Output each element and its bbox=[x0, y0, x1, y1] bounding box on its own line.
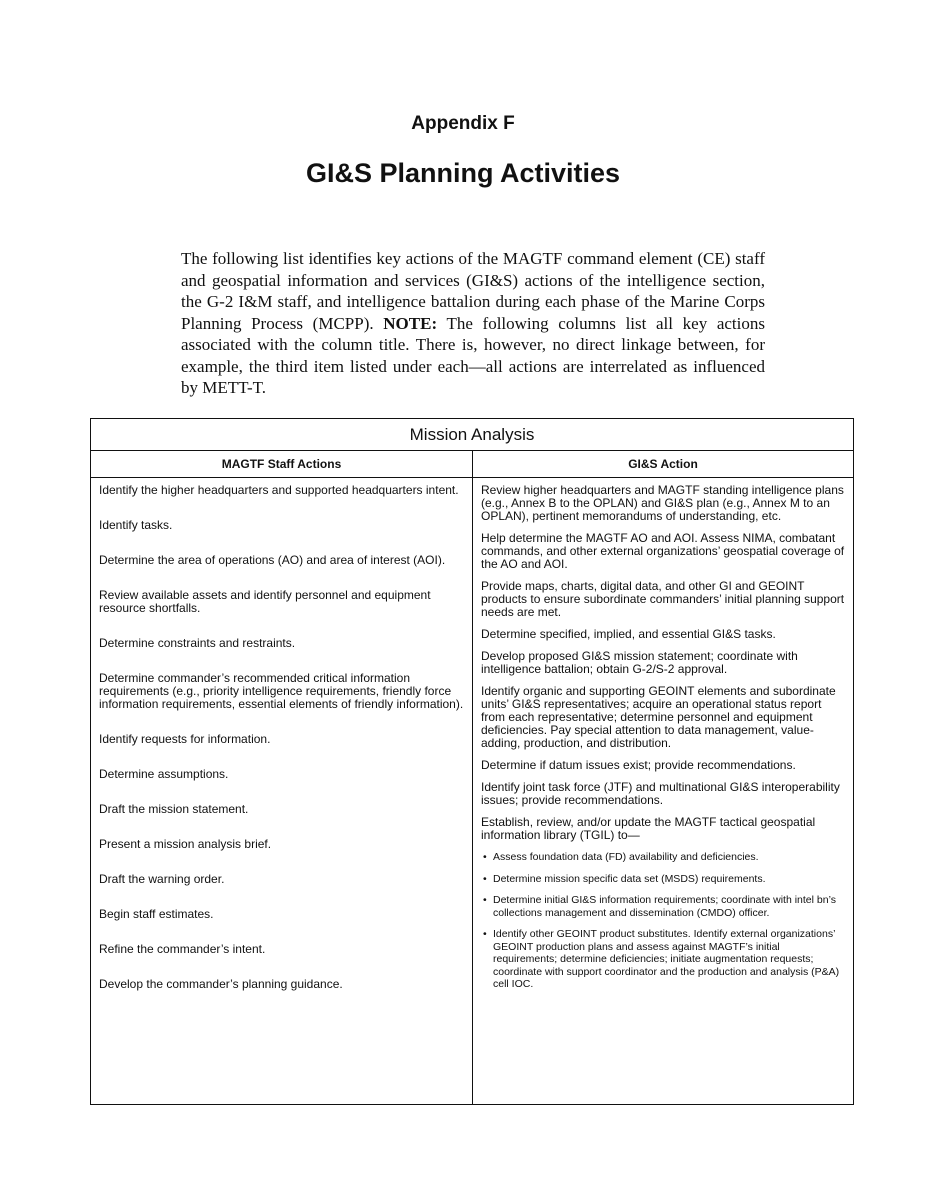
gis-bullet-item bbox=[481, 873, 845, 886]
page-title: GI&S Planning Activities bbox=[305, 158, 621, 188]
gis-bullet-text: Determine mission specific data set (MSDS) requirements. bbox=[493, 872, 766, 885]
staff-action-item: Develop the commander’s planning guidance. bbox=[99, 977, 343, 991]
intro-text-1: The following list identifies key actions of the MAGTF command element (CE) staff and geospatial information and services (GI&S) actions of the intelligence section, the G-2 I&M staff, and intelligence battalion during each phase of the Marine Corps Planning Process (MCPP). bbox=[181, 249, 765, 333]
gis-action-item: Identify joint task force (JTF) and multinational GI&S interoperability issues; provide recommendations. bbox=[481, 780, 840, 807]
gis-action-item: Help determine the MAGTF AO and AOI. Assess NIMA, combatant commands, and other external organizations’ geospatial coverage of the AO and AOI. bbox=[481, 531, 845, 571]
gis-action-item: Determine if datum issues exist; provide recommendations. bbox=[481, 758, 796, 772]
staff-action-item: Identify the higher headquarters and supported headquarters intent. bbox=[99, 483, 459, 497]
gis-action-item: Develop proposed GI&S mission statement; coordinate with intelligence battalion; obtain G-2/S-2 approval. bbox=[481, 649, 798, 676]
gis-action-item: Review higher headquarters and MAGTF standing intelligence plans (e.g., Annex B to the OPLAN) and GI&S plan (e.g., Annex M to an OPLAN), pertinent memorandums of understanding, etc. bbox=[481, 483, 844, 523]
bullet-icon: • bbox=[483, 894, 487, 906]
gis-action-item: Provide maps, charts, digital data, and other GI and GEOINT products to ensure subordinate commanders’ initial planning support needs are met. bbox=[481, 579, 845, 619]
intro-paragraph bbox=[181, 248, 765, 399]
staff-actions-column bbox=[91, 478, 473, 1105]
appendix-label: Appendix F bbox=[411, 113, 515, 134]
mission-analysis-table bbox=[90, 418, 854, 1105]
bullet-icon: • bbox=[483, 872, 487, 885]
staff-action-item: Review available assets and identify personnel and equipment resource shortfalls. bbox=[99, 588, 431, 615]
gis-actions-column bbox=[473, 478, 854, 1105]
gis-bullet-text: Assess foundation data (FD) availability and deficiencies. bbox=[493, 851, 759, 863]
gis-bullet-item bbox=[481, 894, 845, 919]
staff-action-item: Identify tasks. bbox=[99, 518, 173, 532]
staff-action-item: Determine the area of operations (AO) and area of interest (AOI). bbox=[99, 553, 446, 567]
column-header-staff: MAGTF Staff Actions bbox=[91, 451, 473, 478]
staff-action-item: Determine assumptions. bbox=[99, 767, 229, 781]
staff-action-item: Identify requests for information. bbox=[99, 732, 271, 746]
gis-action-item: Identify organic and supporting GEOINT elements and subordinate units’ GI&S representatives; acquire an operational status report from each representative; determine personnel and equipment deficiencies. Pay special attention to data management, value-adding, production, and distribution. bbox=[481, 684, 836, 750]
staff-action-item: Determine constraints and restraints. bbox=[99, 636, 296, 650]
section-title: Mission Analysis bbox=[91, 419, 854, 451]
gis-action-item: Establish, review, and/or update the MAGTF tactical geospatial information library (TGIL) to— bbox=[481, 815, 816, 842]
intro-text-2: The following columns list all key actions associated with the column title. There is, however, no direct linkage between, for example, the third item listed under each—all actions are interrelated as influenced by METT-T. bbox=[181, 313, 765, 397]
gis-action-item: Determine specified, implied, and essential GI&S tasks. bbox=[481, 627, 776, 641]
gis-bullet-item bbox=[481, 851, 845, 864]
staff-action-item: Refine the commander’s intent. bbox=[99, 942, 266, 956]
column-header-gis: GI&S Action bbox=[473, 451, 854, 478]
bullet-icon: • bbox=[483, 928, 487, 940]
staff-action-item: Present a mission analysis brief. bbox=[99, 837, 272, 851]
staff-action-item: Determine commander’s recommended critical information requirements (e.g., priority intelligence requirements, friendly force information requirements, essential elements of friendly information). bbox=[99, 671, 464, 711]
gis-bullet-text: Identify other GEOINT product substitutes. Identify external organizations’ GEOINT production plans and assess against MAGTF’s initial requirements; determine deficiencies; initiate augmentation requests; coordinate with support coordinator and the production and analysis (P&A) cell IOC. bbox=[493, 928, 840, 990]
staff-action-item: Begin staff estimates. bbox=[99, 907, 214, 921]
gis-bullet-item bbox=[481, 928, 845, 991]
staff-action-item: Draft the warning order. bbox=[99, 872, 225, 886]
bullet-icon: • bbox=[483, 851, 487, 863]
staff-action-item: Draft the mission statement. bbox=[99, 802, 249, 816]
gis-bullet-text: Determine initial GI&S information requirements; coordinate with intel bn’s collections management and dissemination (CMDO) officer. bbox=[493, 894, 836, 919]
note-label: NOTE: bbox=[383, 313, 438, 333]
